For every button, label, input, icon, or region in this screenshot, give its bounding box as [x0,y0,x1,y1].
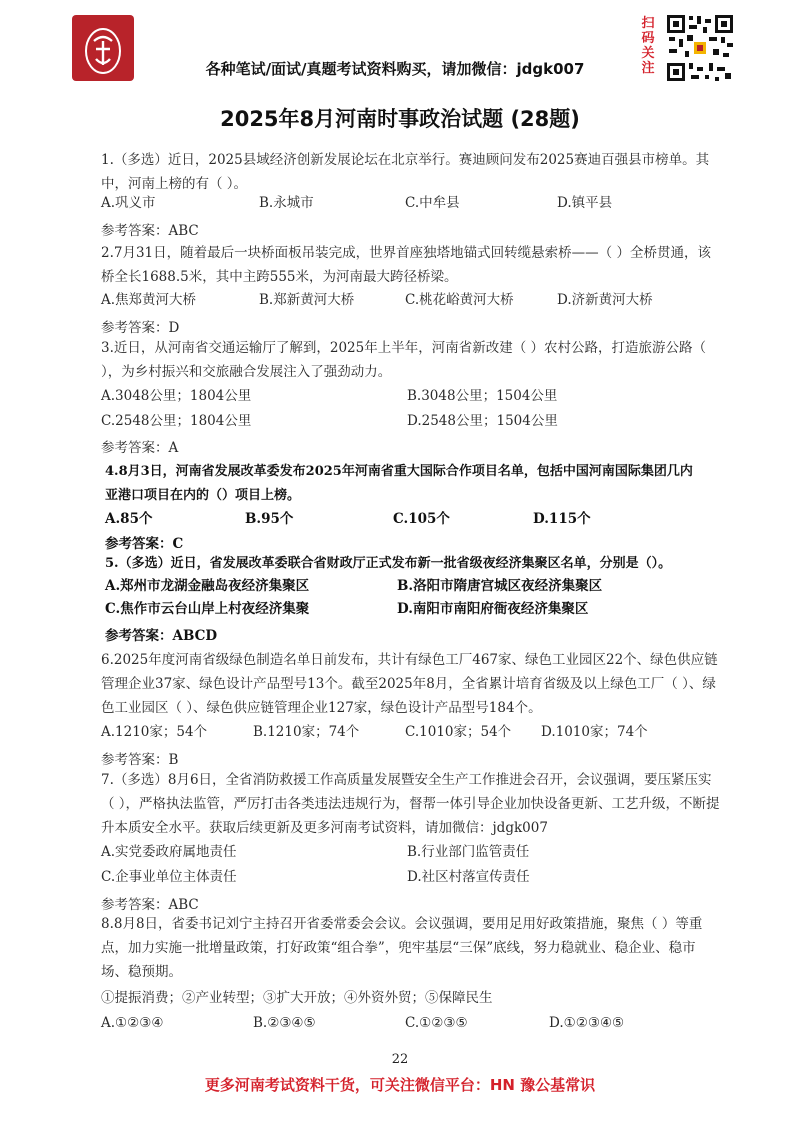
question-8 [101,912,721,984]
question-5 [105,552,705,576]
option-b: B.1210家；74个 [253,724,360,740]
option-a: A.巩义市 [101,195,156,211]
option-d: D.镇平县 [557,195,613,211]
option-c: C.105个 [393,511,450,527]
option-d: D.115个 [533,511,591,527]
question-4 [105,460,705,508]
answer-3: 参考答案：A [101,440,179,456]
question-stem: 8.8月8日，省委书记刘宁主持召开省委常委会会议。会议强调，要用足用好政策措施，聚焦（ ）等重点，加力实施一批增量政策，打好政策“组合拳”，兜牢基层“三保”底线，努力稳就业、稳企业、稳市场、稳预期。 [101,916,703,980]
question-stem: 3.近日，从河南省交通运输厅了解到，2025年上半年，河南省新改建（ ）农村公路，打造旅游公路（ ），为乡村振兴和交旅融合发展注入了强劲动力。 [101,340,707,380]
option-b: B.行业部门监管责任 [407,844,530,860]
question-stem: 6.2025年度河南省级绿色制造名单日前发布，共计有绿色工厂467家、绿色工业园区22个、绿色供应链管理企业37家、绿色设计产品型号13个。截至2025年8月，全省累计培育省级及以上绿色工厂（ ）、绿色工业园区（ ）、绿色供应链管理企业127家，绿色设计产品型号184个。 [101,652,718,716]
banner-text: 各种笔试/面试/真题考试资料购买，请加微信：jdgk007 [205,60,585,78]
question-stem: 2.7月31日，随着最后一块桥面板吊装完成，世界首座独塔地锚式回转缆悬索桥——（ ）全桥贯通，该桥全长1688.5米，其中主跨555米，为河南最大跨径桥梁。 [101,245,711,285]
option-b: B.永城市 [259,195,314,211]
page-title: 2025年8月河南时事政治试题 (28题) [220,107,580,131]
question-7 [101,768,721,840]
question-1 [101,148,721,196]
option-d: D.1010家；74个 [541,724,648,740]
option-c: C.中牟县 [405,195,460,211]
header-banner [0,58,800,79]
answer-6: 参考答案：B [101,752,179,768]
answer-4: 参考答案：C [105,536,184,552]
question-2 [101,241,721,289]
option-d: D.社区村落宣传责任 [407,869,530,885]
option-b: B.洛阳市隋唐宫城区夜经济集聚区 [397,578,603,594]
question-8-items [101,986,721,1010]
option-b: B.3048公里；1504公里 [407,388,558,404]
option-d: D.①②③④⑤ [549,1015,625,1031]
option-d: D.2548公里；1504公里 [407,413,558,429]
qr-caption: 扫码关注 [641,16,655,76]
option-b: B.郑新黄河大桥 [259,292,355,308]
option-a: A.郑州市龙湖金融岛夜经济集聚区 [105,578,310,594]
option-d: D.南阳市南阳府衙夜经济集聚区 [397,601,589,617]
option-a: A.85个 [105,511,153,527]
option-a: A.①②③④ [101,1015,164,1031]
option-c: C.2548公里；1804公里 [101,413,252,429]
question-stem: 4.8月3日，河南省发展改革委发布2025年河南省重大国际合作项目名单，包括中国河南国际集团几内亚港口项目在内的（）项目上榜。 [105,464,693,503]
answer-7: 参考答案：ABC [101,897,199,913]
answer-1: 参考答案：ABC [101,223,199,239]
footer-banner: 更多河南考试资料干货，可关注微信平台：HN 豫公基常识 [204,1076,596,1094]
option-c: C.桃花峪黄河大桥 [405,292,514,308]
question-stem: 1.（多选）近日，2025县域经济创新发展论坛在北京举行。赛迪顾问发布2025赛迪百强县市榜单。其中，河南上榜的有（ ）。 [101,152,710,192]
question-6 [101,648,721,720]
option-a: A.1210家；54个 [101,724,208,740]
option-c: C.1010家；54个 [405,724,512,740]
answer-2: 参考答案：D [101,320,180,336]
option-a: A.焦郑黄河大桥 [101,292,197,308]
option-b: B.②③④⑤ [253,1015,316,1031]
question-3 [101,336,721,384]
option-b: B.95个 [245,511,294,527]
option-a: A.3048公里；1804公里 [101,388,252,404]
option-c: C.①②③⑤ [405,1015,468,1031]
question-stem: 7.（多选）8月6日，全省消防救援工作高质量发展暨安全生产工作推进会召开，会议强调，要压紧压实（ ），严格执法监管，严厉打击各类违法违规行为，督帮一体引导企业加快设备更新、工艺升级，不断提升本质安全水平。获取后续更新及更多河南考试资料，请加微信：jdgk007 [101,772,720,836]
option-a: A.实党委政府属地责任 [101,844,237,860]
question-stem: 5.（多选）近日，省发展改革委联合省财政厅正式发布新一批省级夜经济集聚区名单，分别是（）。 [105,556,672,571]
option-c: C.企事业单位主体责任 [101,869,237,885]
option-c: C.焦作市云台山岸上村夜经济集聚 [105,601,310,617]
answer-5: 参考答案：ABCD [105,628,218,644]
item-list: ①提振消费；②产业转型；③扩大开放；④外资外贸；⑤保障民生 [101,990,493,1006]
page-number: 22 [391,1052,409,1067]
option-d: D.济新黄河大桥 [557,292,653,308]
